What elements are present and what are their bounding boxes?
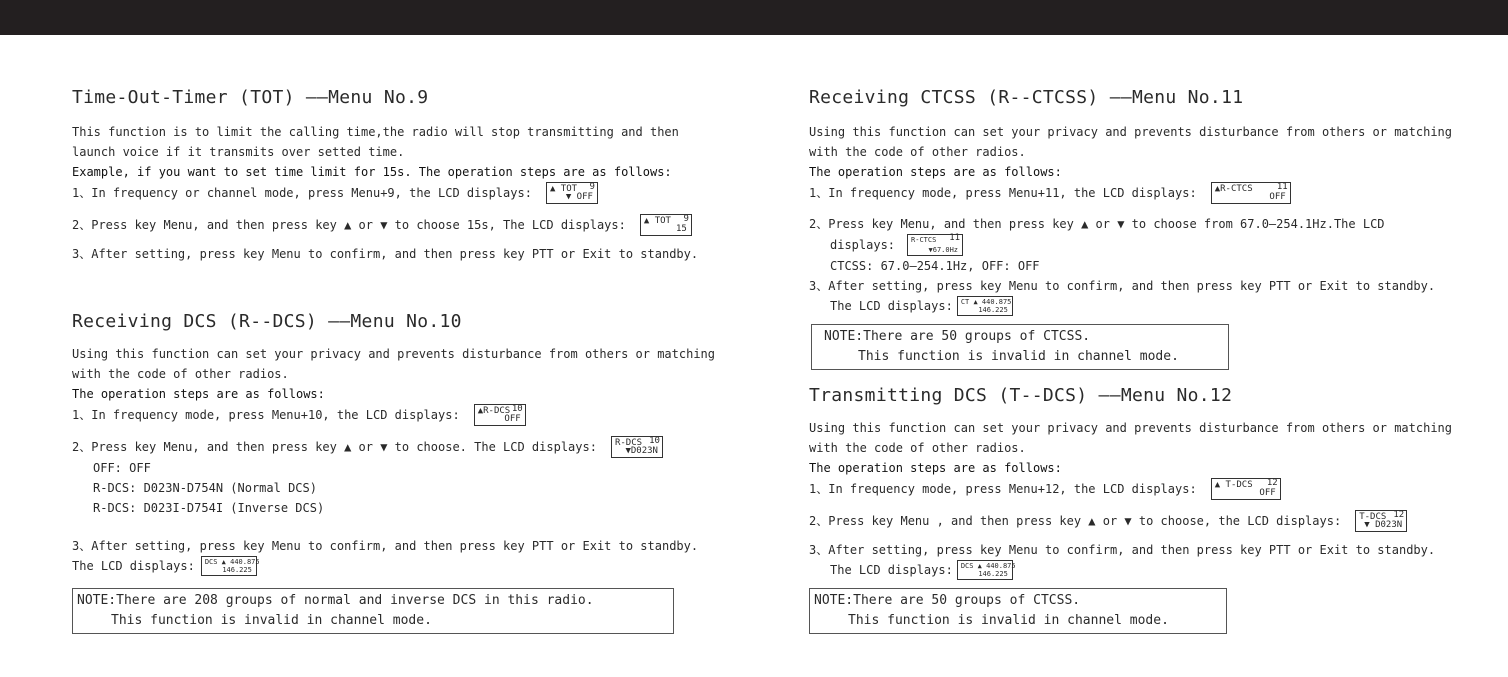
rctcss-step-1-text: 1、In frequency mode, press Menu+11, the LCD displays: (809, 186, 1197, 200)
rdcs-note (72, 588, 674, 634)
tdcs-step-2-text: 2、Press key Menu , and then press key ▲ or ▼ to choose, the LCD displays: (809, 514, 1342, 528)
rctcss-lcd-label: The LCD displays: (830, 299, 953, 313)
rctcss-note-line-2: This function is invalid in channel mode. (858, 349, 1179, 364)
rctcss-desc-1: Using this function can set your privacy and prevents disturbance from others or matching (809, 125, 1452, 139)
lcd-top: ▲ TOT (643, 216, 671, 226)
rctcss-lcd-row (809, 296, 1449, 316)
lcd-bottom: OFF (1259, 488, 1276, 498)
tdcs-section (809, 382, 1452, 634)
rdcs-step-1-text: 1、In frequency mode, press Menu+10, the LCD displays: (72, 408, 460, 422)
tdcs-title: Transmitting DCS (T--DCS) ——Menu No.12 (809, 385, 1233, 406)
lcd-menu-number: 11 (949, 233, 961, 243)
rctcss-range: CTCSS: 67.0—254.1Hz, OFF: OFF (830, 259, 1040, 273)
tdcs-lcd-3 (957, 560, 1016, 580)
rctcss-step-1 (809, 182, 1449, 204)
lcd-top: ▲ TOT (549, 184, 578, 194)
tdcs-step-3: 3、After setting, press key Menu to confirm, and then press key PTT or Exit to standby. (809, 543, 1436, 557)
rdcs-option-off: OFF: OFF (93, 461, 151, 475)
tot-lcd-1 (546, 182, 598, 204)
lcd-menu-number: 9 (589, 182, 595, 192)
lcd-top: T-DCS (1359, 512, 1387, 522)
rctcss-section (809, 84, 1452, 370)
rctcss-lcd-3 (957, 296, 1013, 316)
rdcs-note-line-1: NOTE:There are 208 groups of normal and inverse DCS in this radio. (77, 593, 594, 608)
rdcs-step-2 (72, 436, 712, 458)
lcd-top: R-CTCS (911, 236, 937, 244)
rdcs-lcd-2 (611, 436, 663, 458)
rdcs-option-normal: R-DCS: D023N-D754N (Normal DCS) (93, 481, 317, 495)
tot-example: Example, if you want to set time limit for 15s. The operation steps are as follows: (72, 165, 672, 179)
rdcs-lcd-row (72, 556, 712, 576)
tdcs-note-line-1: NOTE:There are 50 groups of CTCSS. (814, 593, 1081, 608)
rdcs-title: Receiving DCS (R--DCS) ——Menu No.10 (72, 311, 462, 332)
rdcs-desc-2: with the code of other radios. (72, 367, 289, 381)
rdcs-lcd-label: The LCD displays: (72, 559, 195, 573)
tot-step-1 (72, 182, 712, 204)
lcd-bottom: 146.225 (978, 570, 1008, 578)
lcd-top: DCS ▲ 440.875 (204, 558, 260, 566)
rdcs-note-line-2: This function is invalid in channel mode. (111, 613, 432, 628)
tdcs-step-1 (809, 478, 1449, 500)
tdcs-ops: The operation steps are as follows: (809, 461, 1062, 475)
tot-lcd-2 (640, 214, 692, 236)
rctcss-desc-2: with the code of other radios. (809, 145, 1026, 159)
lcd-bottom: ▼ D023N (1364, 520, 1403, 530)
lcd-top: ▲R-CTCS (1214, 184, 1253, 194)
rdcs-desc-1: Using this function can set your privacy and prevents disturbance from others or matching (72, 347, 715, 361)
lcd-menu-number: 10 (511, 404, 523, 414)
lcd-top: ▲ T-DCS (1214, 480, 1253, 490)
lcd-bottom: OFF (504, 414, 521, 424)
rctcss-step-3: 3、After setting, press key Menu to confirm, and then press key PTT or Exit to standby. (809, 279, 1436, 293)
tot-title: Time-Out-Timer (TOT) ——Menu No.9 (72, 87, 429, 108)
tot-desc-2: launch voice if it transmits over setted time. (72, 145, 405, 159)
tdcs-note-line-2: This function is invalid in channel mode. (848, 613, 1169, 628)
lcd-menu-number: 12 (1393, 510, 1405, 520)
lcd-menu-number: 12 (1266, 478, 1278, 488)
tdcs-lcd-1 (1211, 478, 1281, 500)
rdcs-section (72, 308, 715, 634)
tdcs-note (809, 588, 1227, 634)
rctcss-step-2b (809, 234, 1449, 256)
rdcs-lcd-1 (474, 404, 526, 426)
tdcs-step-1-text: 1、In frequency mode, press Menu+12, the LCD displays: (809, 482, 1197, 496)
tdcs-desc-2: with the code of other radios. (809, 441, 1026, 455)
lcd-top: DCS ▲ 440.875 (960, 562, 1016, 570)
lcd-menu-number: 10 (649, 436, 660, 446)
tdcs-lcd-label: The LCD displays: (830, 563, 953, 577)
tot-step-2-text: 2、Press key Menu, and then press key ▲ or ▼ to choose 15s, The LCD displays: (72, 218, 626, 232)
left-column (72, 84, 715, 634)
tot-section (72, 84, 712, 264)
lcd-menu-number: 9 (683, 214, 689, 224)
right-column (809, 84, 1452, 634)
rctcss-note (811, 324, 1229, 370)
tot-desc-1: This function is to limit the calling time,the radio will stop transmitting and then (72, 125, 679, 139)
rdcs-step-1 (72, 404, 712, 426)
rdcs-lcd-3 (201, 556, 260, 576)
lcd-bottom: OFF (1269, 192, 1286, 202)
tdcs-step-2 (809, 510, 1449, 532)
rdcs-ops: The operation steps are as follows: (72, 387, 325, 401)
tot-step-3: 3、After setting, press key Menu to confirm, and then press key PTT or Exit to standby. (72, 247, 699, 261)
lcd-bottom: 146.225 (222, 566, 252, 574)
rctcss-title: Receiving CTCSS (R--CTCSS) ——Menu No.11 (809, 87, 1244, 108)
lcd-top: CT ▲ 440.875 (960, 298, 1012, 306)
lcd-bottom: ▼D023N (625, 446, 658, 456)
rctcss-step-2: 2、Press key Menu, and then press key ▲ or ▼ to choose from 67.0—254.1Hz.The LCD (809, 217, 1385, 231)
rdcs-step-3: 3、After setting, press key Menu to confirm, and then press key PTT or Exit to standby. (72, 539, 699, 553)
lcd-bottom: ▼ OFF (565, 192, 593, 202)
rdcs-option-inverse: R-DCS: D023I-D754I (Inverse DCS) (93, 501, 325, 515)
rdcs-step-2-text: 2、Press key Menu, and then press key ▲ or ▼ to choose. The LCD displays: (72, 440, 597, 454)
lcd-bottom: 146.225 (978, 306, 1008, 314)
lcd-top: R-DCS (614, 438, 643, 448)
tdcs-lcd-row (809, 560, 1449, 580)
lcd-top: ▲R-DCS (477, 406, 511, 416)
top-bar (0, 0, 1508, 35)
rctcss-lcd-1 (1211, 182, 1291, 204)
tdcs-desc-1: Using this function can set your privacy and prevents disturbance from others or matching (809, 421, 1452, 435)
tdcs-lcd-2 (1355, 510, 1407, 532)
rctcss-note-line-1: NOTE:There are 50 groups of CTCSS. (824, 329, 1091, 344)
lcd-bottom: ▼67.0Hz (928, 246, 959, 254)
rctcss-step-2b-text: displays: (830, 238, 896, 252)
rctcss-ops: The operation steps are as follows: (809, 165, 1062, 179)
lcd-menu-number: 11 (1276, 182, 1288, 192)
tot-step-1-text: 1、In frequency or channel mode, press Menu+9, the LCD displays: (72, 186, 532, 200)
rctcss-lcd-2 (907, 234, 963, 256)
tot-step-2 (72, 214, 712, 236)
lcd-bottom: 15 (676, 224, 687, 234)
